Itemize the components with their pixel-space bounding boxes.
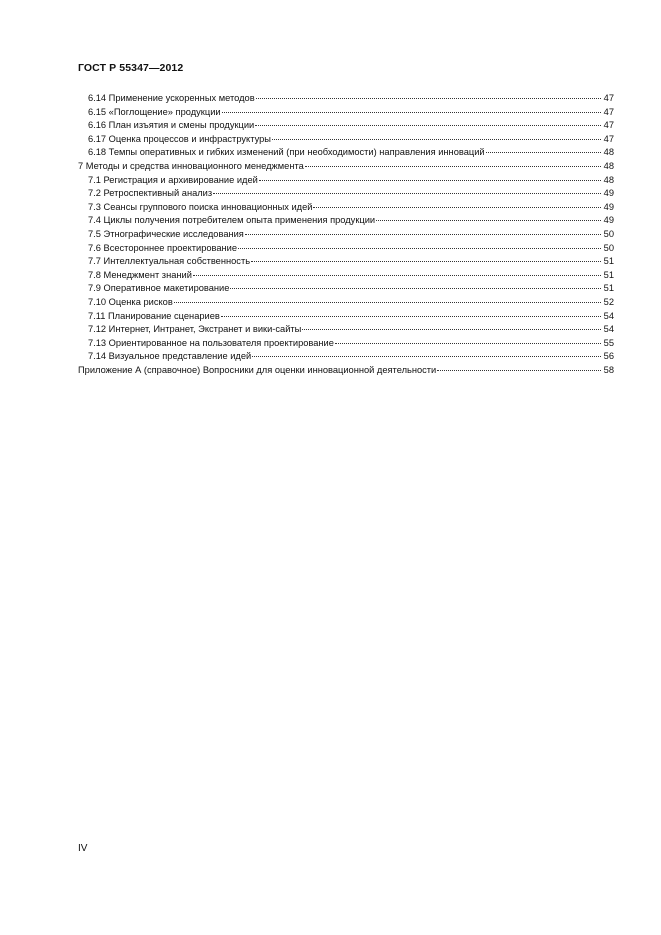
toc-entry-page: 58 — [603, 364, 614, 375]
toc-entry-title: 7.4 Циклы получения потребителем опыта применения продукции — [88, 215, 376, 226]
toc-entry-page: 49 — [603, 201, 614, 212]
toc-entry-title: 7.10 Оценка рисков — [88, 296, 173, 307]
toc-entry-page: 48 — [603, 174, 614, 185]
toc-entry-page: 47 — [603, 93, 614, 103]
toc-entry-page: 51 — [603, 269, 614, 280]
toc-leader-dots — [376, 212, 601, 221]
toc-entry-title: 7.9 Оперативное макетирование — [88, 283, 230, 294]
toc-leader-dots — [272, 131, 601, 140]
toc-leader-dots — [302, 321, 601, 330]
toc-entry-page: 47 — [603, 120, 614, 131]
toc-entry-page: 48 — [603, 160, 614, 171]
toc-entry-title: 7.5 Этнографические исследования — [88, 228, 244, 239]
toc-entry-title: 7.13 Ориентированное на пользователя проектирование — [88, 337, 334, 348]
toc-entry-page: 54 — [603, 310, 614, 321]
toc-leader-dots — [222, 104, 601, 113]
toc-entry — [78, 364, 614, 378]
toc-leader-dots — [313, 199, 601, 208]
document-header: ГОСТ Р 55347—2012 — [78, 62, 184, 74]
toc-leader-dots — [230, 280, 601, 289]
toc-leader-dots — [437, 362, 601, 371]
toc-entry-page: 47 — [603, 106, 614, 117]
page-number: IV — [78, 843, 88, 854]
toc-entry-title: 7.11 Планирование сценариев — [88, 310, 220, 321]
toc-entry-page: 49 — [603, 188, 614, 199]
toc-entry-title: 7.1 Регистрация и архивирование идей — [88, 174, 258, 185]
toc-entry-page: 52 — [603, 296, 614, 307]
toc-entry-title: 7 Методы и средства инновационного менеджмента — [78, 160, 304, 171]
toc-entry-title: 7.14 Визуальное представление идей — [88, 351, 252, 362]
toc-entry-page: 49 — [603, 215, 614, 226]
toc-entry-title: 6.18 Темпы оперативных и гибких изменений (при необходимости) направления инноваций — [88, 147, 485, 158]
toc-entry-title: 7.3 Сеансы группового поиска инновационных идей — [88, 201, 313, 212]
toc-leader-dots — [221, 308, 601, 317]
toc-entry-page: 55 — [603, 337, 614, 348]
toc-entry-page: 47 — [603, 133, 614, 144]
toc-entry-page: 50 — [603, 228, 614, 239]
toc-leader-dots — [256, 90, 601, 99]
toc-leader-dots — [174, 294, 601, 303]
toc-entry-title: 7.8 Менеджмент знаний — [88, 269, 192, 280]
toc-leader-dots — [486, 144, 601, 153]
toc-leader-dots — [335, 335, 601, 344]
toc-leader-dots — [193, 267, 601, 276]
toc-leader-dots — [252, 348, 601, 357]
toc-entry-title: 6.15 «Поглощение» продукции — [88, 106, 221, 117]
toc-leader-dots — [305, 158, 601, 167]
toc-entry-title: Приложение А (справочное) Вопросники для оценки инновационной деятельности — [78, 364, 437, 375]
toc-leader-dots — [213, 185, 601, 194]
toc-leader-dots — [255, 117, 601, 126]
toc-entry-page: 54 — [603, 324, 614, 335]
toc-entry-page: 56 — [603, 351, 614, 362]
toc-entry-title: 6.14 Применение ускоренных методов — [88, 93, 255, 103]
toc-entry-title: 6.17 Оценка процессов и инфраструктуры — [88, 133, 271, 144]
toc-entry-page: 48 — [603, 147, 614, 158]
toc-entry-page: 51 — [603, 256, 614, 267]
table-of-contents — [78, 92, 614, 377]
toc-leader-dots — [238, 240, 601, 249]
toc-entry-title: 6.16 План изъятия и смены продукции — [88, 120, 255, 131]
toc-entry-title: 7.7 Интеллектуальная собственность — [88, 256, 251, 267]
toc-entry-page: 50 — [603, 242, 614, 253]
toc-entry-title: 7.2 Ретроспективный анализ — [88, 188, 213, 199]
toc-entry-title: 7.6 Всестороннее проектирование — [88, 242, 238, 253]
toc-leader-dots — [251, 253, 601, 262]
toc-leader-dots — [259, 172, 601, 181]
toc-leader-dots — [245, 226, 601, 235]
toc-entry-page: 51 — [603, 283, 614, 294]
toc-entry-title: 7.12 Интернет, Интранет, Экстранет и вики-сайты — [88, 324, 302, 335]
